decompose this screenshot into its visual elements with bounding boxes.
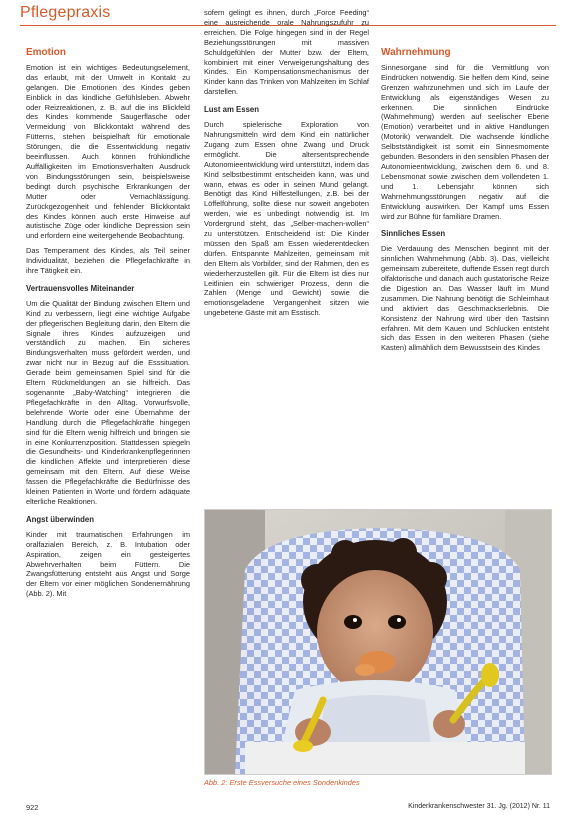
- paragraph-lust-1: Durch spielerische Exploration von Nahrungsmitteln wird dem Kind ein natürlicher Zugang zum Essen ohne Zwang und Druck ermöglicht. Die altersentsprechende Autonomieentwicklung wird unterstützt, indem das Kind selbstbestimmt entscheiden kann, was und wann, etwas es oder in seinen Mund gelangt. Benötigt das Kind Hilfestellungen, z.B. bei der Löffelführung, sollte diese nur soweit angeboten werden, wie es unbedingt notwendig ist. Im Vordergrund steht, das „Selber-machen-wollen“ zu unterstützen. Entscheidend ist: Die Kinder müssen den Spaß am Essen wiederentdecken dürfen. Entspannte Mahlzeiten, gemeinsam mit den Eltern als Vorbilder, sind der Rahmen, den es wiederherzustellen gilt. Für die Eltern ist dies nur Leitlinien ein schwieriger Prozess, denn die Zahlen (Menge und Gewicht) sowie die emotionsgeladene Vergangenheit sitzen wie ungebetene Gäste mit am Esstisch.: [204, 120, 369, 318]
- paragraph-intro: sofern gelingt es ihnen, durch „Force Feeding“ eine ausreichende orale Nahrungszufuhr zu erreichen. Die Folge hingegen sind in der Regel Beziehungsstörungen mit massiven Schuldgefühlen der Mutter bzw. der Eltern, kombiniert mit einer Verweigerungshaltung des Kindes. Ein Kompensationsmechanismus der Kinder kann das Trinken von Mahlzeiten im Schlaf darstellen.: [204, 8, 369, 97]
- paragraph-emotion-1: Emotion ist ein wichtiges Bedeutungselement, das erlaubt, mit der Umwelt in Kontakt zu gelangen. Die Emotionen des Kindes geben Einblick in das kindliche Gefühlsleben. Abwehr oder Reizreaktionen, z. B. auf die ins Blickfeld des Kindes kommende Saugerflasche oder Vermeidung von Blickkontakt während des Fütterns, stehen beispielhaft für emotionale Störungen, die die Essentwicklung negativ beeinflussen. Auch können frühkindliche Auffälligkeiten im Emotionsverhalten Ausdruck von Bindungsstörungen sein, beispielsweise bedingt durch psychische Erkrankungen der Mutter oder Vernachlässigung. Zurückgezogenheit und fehlender Blickkontakt des Kindes können auch erste Hinweise auf autistische Züge oder kindliche Depression sein und erfordern eine weitergehende Beobachtung.: [26, 62, 190, 241]
- paragraph-wahrnehmung-1: Sinnesorgane sind für die Vermittlung von Eindrücken notwendig. Sie helfen dem Kind, seine Grenzen wahrzunehmen und sich im Laufe der Entwicklung als eigenständiges Wesen zu erkennen. Die sinnlichen Eindrücke (Wahrnehmung) werden auf seelischer Ebene (Emotion) verarbeitet und in aktive Handlungen (Motorik) verwandelt. Die wachsende kindliche Selbstständigkeit ist somit ein Sinnesmomente gebunden. Besonders in den sensiblen Phasen der Autonomieentwicklung, zwischen dem 6. und 8. Lebensmonat sowie zwischen dem vollendeten 1. und 1. Lebensjahr können sich Wahrnehmungsstörungen negativ auf die Entwicklung auswirken. Der Kampf ums Essen wird zur Bühne für familiäre Dramen.: [381, 62, 549, 221]
- heading-fear: Angst überwinden: [26, 514, 95, 524]
- heading-wahrnehmung: Wahrnehmung: [381, 47, 451, 58]
- heading-sinnliches-essen: Sinnliches Essen: [381, 229, 446, 239]
- paragraph-fear-1: Kinder mit traumatischen Erfahrungen im oralfazialen Bereich, z. B. Intubation oder Aspiration, zeigen ein gesteigertes Abwehrverhalten beim Füttern. Die Zwangsfütterung entsteht aus Angst und Sorge der Eltern vor einer möglichen Sondenernährung (Abb. 2). Mit: [26, 529, 190, 599]
- figure-caption: Abb. 2: Erste Essversuche eines Sondenkindes: [204, 778, 360, 787]
- page-number: 922: [26, 803, 39, 812]
- section-title: Pflegepraxis: [20, 4, 111, 21]
- photo-illustration: [205, 510, 551, 774]
- paragraph-emotion-2: Das Temperament des Kindes, als Teil seiner Individualität, beziehen die Pflegefachkräfte in ihre Tätigkeit ein.: [26, 246, 190, 276]
- column-1: [26, 48, 190, 604]
- column-2: [204, 8, 369, 323]
- heading-emotion: Emotion: [26, 47, 66, 58]
- heading-lust: Lust am Essen: [204, 105, 260, 115]
- paragraph-sinnliches-essen-1: Die Verdauung des Menschen beginnt mit der sinnlichen Wahrnehmung (Abb. 3). Das, vielleicht gemeinsam zubereitete, duftende Essen regt durch olfaktorische und danach auch gustatorische Reize die Digestion an. Das Wasser läuft im Mund zusammen. Die Nahrung benötigt die Schleimhaut und aktiviert das Geschmackserlebnis. Die Konsistenz der Nahrung wird über den Tastsinn erfahren. Mit dem Kauen und Schlucken entsteht sich das Essen in den weiteren Phasen (siehe Kasten) allmählich dem Bewusstsein des Kindes: [381, 244, 549, 353]
- column-3: [381, 48, 549, 358]
- photo-child-eating: [204, 509, 552, 775]
- journal-reference: Kinderkrankenschwester 31. Jg. (2012) Nr. 11: [408, 803, 550, 810]
- paragraph-trust-1: Um die Qualität der Bindung zwischen Eltern und Kind zu verbessern, liegt eine wichtige Aufgabe der pflegerischen Begleitung darin, den Eltern die Signale ihres Kindes aufzuzeigen und verständlich zu machen. Ein sicheres Bindungsverhalten muss gefördert werden, und zwar nicht nur in Bezug auf die Esssituation. Gerade beim gemeinsamen Spiel sind für die Eltern Rückmeldungen an sie hilfreich. Das sogenannte „Baby-Watching“ integrieren die Pflegefachkräfte in den Alltag. Vorwurfsvolle, belehrende Worte oder eine Übernahme der Handlung durch die Pflegefachkräfte hingegen sind für die Eltern wenig hilfreich und bringen sie in eine Konkurrenzposition. Stattdessen spiegeln die Gesundheits- und Kinderkrankenpflegerinnen die kindlichen Affekte und interpretieren diese gemeinsam mit den Eltern. Auf diese Weise fassen die Pflegefachkräfte die Bedürfnisse des kleinen Patienten in Worte und fördern adäquate elterliche Reaktionen.: [26, 298, 190, 506]
- heading-trust: Vertrauensvolles Miteinander: [26, 283, 135, 293]
